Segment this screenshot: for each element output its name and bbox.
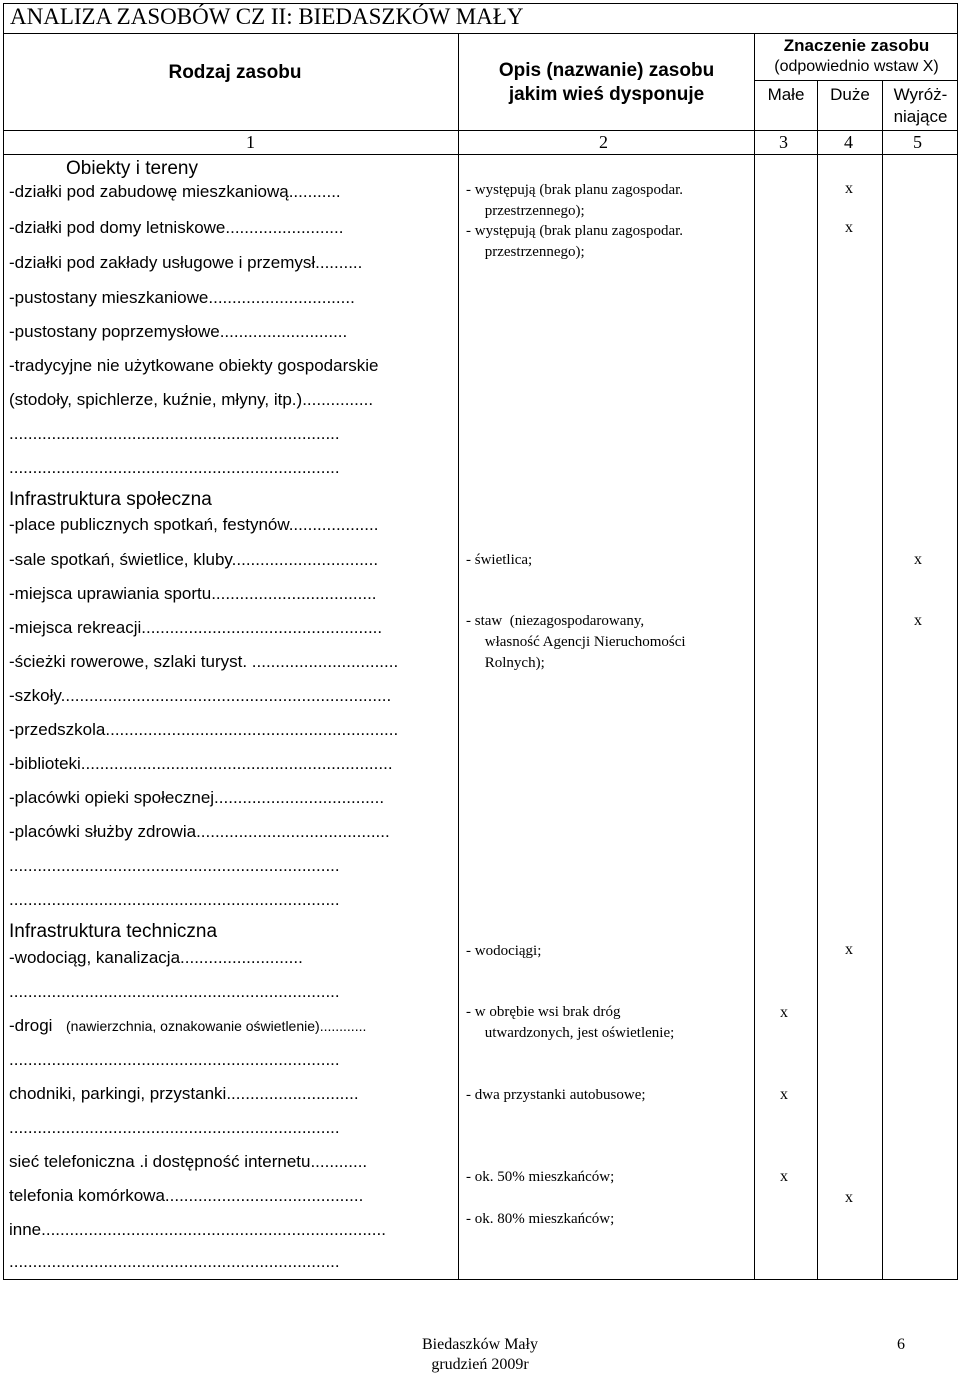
table-border-left (3, 3, 4, 1280)
list-item: ...................................................................... (9, 458, 340, 477)
table-border-right (957, 3, 958, 1280)
mark-large: x (845, 180, 853, 197)
col-divider-1 (458, 33, 459, 1280)
header-distinctive-line1: Wyróż- (893, 85, 948, 104)
description-cell: - występują (brak planu zagospodar. przestrzennego); (466, 182, 684, 219)
description-cell: - staw (niezagospodarowany, własność Agencji Nieruchomości Rolnych); (466, 613, 686, 671)
list-item: -tradycyjne nie użytkowane obiekty gospodarskie (9, 356, 379, 375)
description-cell: - ok. 80% mieszkańców; (466, 1211, 615, 1227)
section-title-objects: Obiekty i tereny (66, 158, 198, 179)
list-item: (stodoły, spichlerze, kuźnie, młyny, itp.)............... (9, 390, 374, 409)
header-row-divider (3, 130, 958, 131)
list-item: ...................................................................... (9, 1252, 340, 1271)
column-number-3: 3 (779, 132, 788, 152)
list-item: ...................................................................... (9, 890, 340, 909)
mark-distinctive: x (914, 612, 922, 629)
header-description-line2: jakim wieś dysponuje (508, 84, 705, 105)
list-item: ...................................................................... (9, 1050, 340, 1069)
list-item: telefonia komórkowa.......................................... (9, 1186, 364, 1205)
header-resource-type: Rodzaj zasobu (168, 62, 302, 83)
header-description-line1: Opis (nazwanie) zasobu (498, 60, 715, 81)
list-item: -działki pod domy letniskowe......................... (9, 218, 344, 237)
description-cell: - wodociągi; (466, 943, 542, 959)
header-small: Małe (767, 85, 805, 104)
header-significance-subtitle: (odpowiednio wstaw X) (774, 58, 939, 75)
list-item: -placówki służby zdrowia......................................... (9, 822, 390, 841)
list-item: -ścieżki rowerowe, szlaki turyst. ............................... (9, 652, 399, 671)
list-item: ...................................................................... (9, 1118, 340, 1137)
list-item: -drogi (9, 1016, 53, 1035)
list-item: -pustostany mieszkaniowe............................... (9, 288, 355, 307)
column-number-2: 2 (599, 132, 608, 152)
list-item: -przedszkola.............................................................. (9, 720, 399, 739)
document-title: ANALIZA ZASOBÓW CZ II: BIEDASZKÓW MAŁY (10, 4, 524, 29)
list-item: -biblioteki.................................................................. (9, 754, 393, 773)
col-divider-2 (754, 33, 755, 1280)
list-item: -placówki opieki społecznej.................................... (9, 788, 385, 807)
col-divider-3 (817, 80, 818, 1280)
list-item: ...................................................................... (9, 856, 340, 875)
description-cell: - dwa przystanki autobusowe; (466, 1087, 646, 1103)
list-item: sieć telefoniczna .i dostępność internetu............ (9, 1152, 368, 1171)
list-item: -miejsca uprawiania sportu................................... (9, 584, 377, 603)
column-number-1: 1 (246, 132, 255, 152)
list-item: -działki pod zabudowę mieszkaniową........... (9, 182, 341, 201)
list-item: -place publicznych spotkań, festynów................... (9, 515, 379, 534)
section-title-social-infrastructure: Infrastruktura społeczna (9, 489, 212, 510)
column-number-4: 4 (844, 132, 853, 152)
header-large: Duże (830, 85, 870, 104)
significance-subheader-divider (754, 80, 958, 81)
mark-small: x (780, 1004, 788, 1021)
description-cell: - w obrębie wsi brak dróg utwardzonych, jest oświetlenie; (466, 1004, 675, 1041)
list-item: ...................................................................... (9, 982, 340, 1001)
list-item: -działki pod zakłady usługowe i przemysł.......... (9, 253, 363, 272)
col-divider-4 (882, 80, 883, 1280)
header-distinctive-line2: niające (893, 107, 948, 126)
list-item: -miejsca rekreacji................................................... (9, 618, 383, 637)
mark-small: x (780, 1086, 788, 1103)
title-row-divider (3, 33, 958, 34)
footer-village: Biedaszków Mały (422, 1336, 538, 1353)
mark-distinctive: x (914, 551, 922, 568)
description-cell: - ok. 50% mieszkańców; (466, 1169, 615, 1185)
list-item-note: (nawierzchnia, oznakowanie oświetlenie)............ (66, 1018, 367, 1034)
description-cell: - występują (brak planu zagospodar. przestrzennego); (466, 223, 684, 260)
list-item: -sale spotkań, świetlice, kluby............................... (9, 550, 379, 569)
description-cell: - świetlica; (466, 552, 533, 568)
header-significance-title: Znaczenie zasobu (783, 36, 930, 55)
list-item: chodniki, parkingi, przystanki............................ (9, 1084, 359, 1103)
mark-large: x (845, 219, 853, 236)
list-item: inne......................................................................... (9, 1220, 386, 1239)
list-item: -wodociąg, kanalizacja.......................... (9, 948, 303, 967)
mark-small: x (780, 1168, 788, 1185)
list-item: -szkoły...................................................................... (9, 686, 392, 705)
number-row-divider (3, 154, 958, 155)
list-item: ...................................................................... (9, 424, 340, 443)
page-number: 6 (897, 1336, 905, 1353)
list-item: -pustostany poprzemysłowe........................... (9, 322, 348, 341)
mark-large: x (845, 941, 853, 958)
mark-large: x (845, 1189, 853, 1206)
table-border-bottom (3, 1279, 958, 1280)
column-number-5: 5 (913, 132, 922, 152)
footer-date: grudzień 2009r (431, 1356, 529, 1373)
section-title-technical-infrastructure: Infrastruktura techniczna (9, 921, 218, 942)
